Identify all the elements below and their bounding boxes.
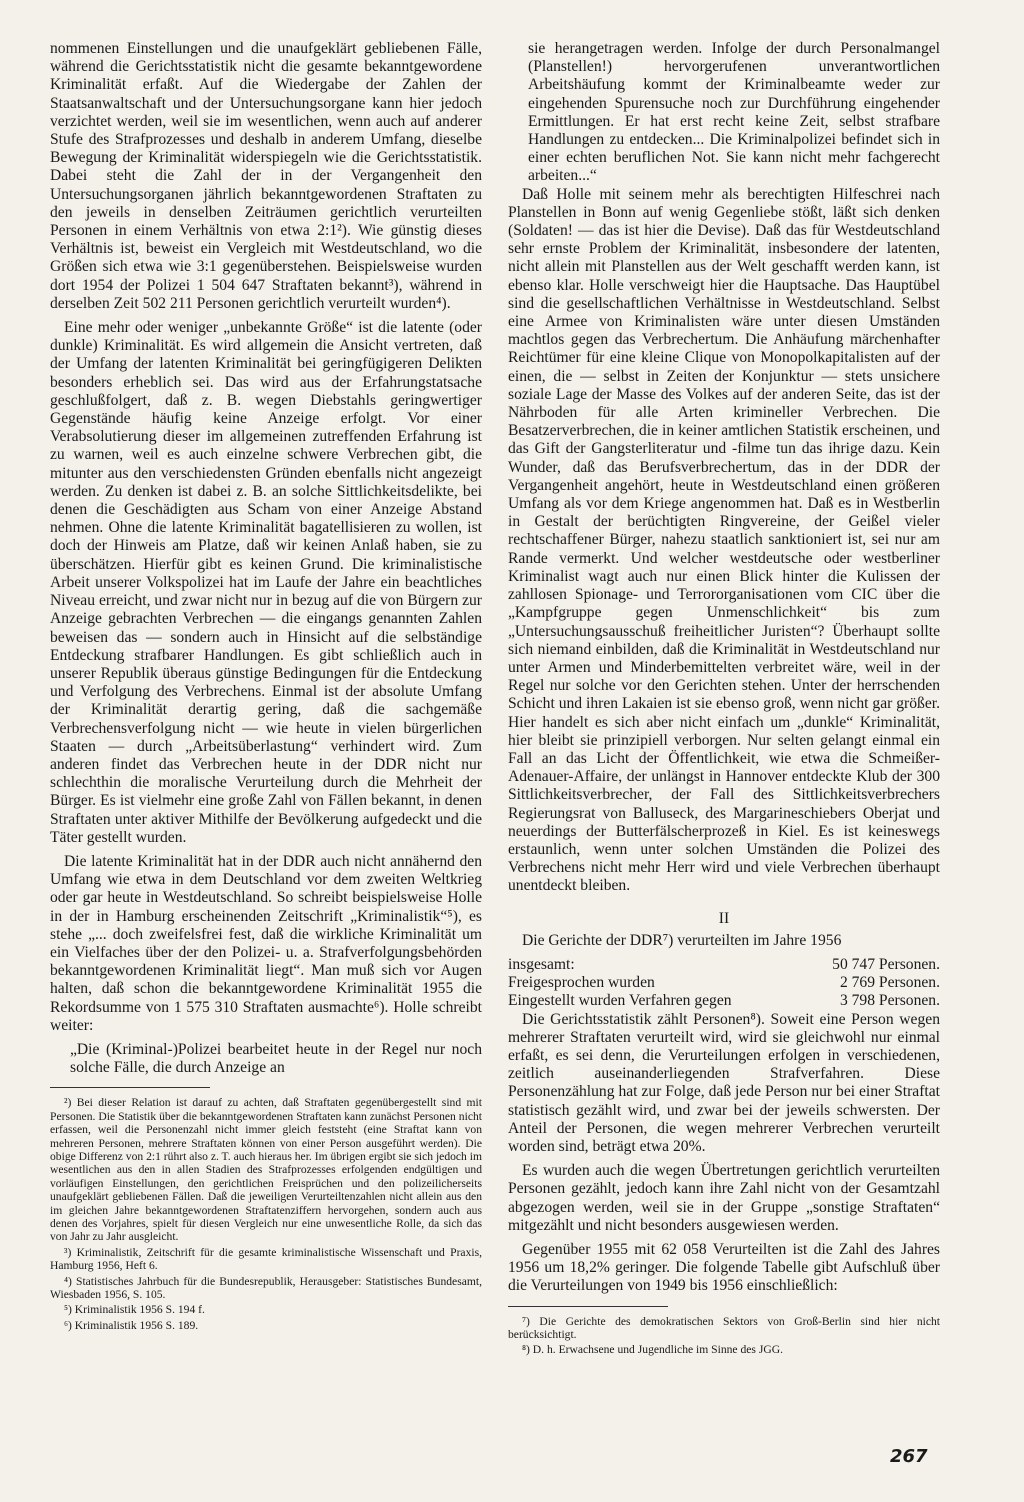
page-number: 267 bbox=[890, 1446, 928, 1467]
stats-row bbox=[508, 974, 940, 992]
stats-label: Eingestellt wurden Verfahren gegen bbox=[508, 992, 732, 1010]
paragraph: Es wurden auch die wegen Übertretungen gerichtlich verurteilten Personen gezählt, jedoch kann ihre Zahl nicht von der Gesamtzahl abgezogen werden, weil sie in der Gruppe „sonstige Straftaten“ mitgezählt und nicht besonders ausgewiesen werden. bbox=[508, 1162, 940, 1234]
footnote: ²) Bei dieser Relation ist darauf zu achten, daß Straftaten gegenübergestellt sind mit Personen. Die Statistik über die bekanntgewordenen Straftaten kann zunächst Personen nicht erfassen, weil die Personenzahl nicht immer gleich feststeht (eine Straftat kann von mehreren Personen, mehrere Straftaten können von einer Person ausgeführt werden). Die obige Differenz von 2:1 rührt also z. T. auch hieraus her. Im übrigen ergibt sie sich jedoch im wesentlichen aus den in allen Stadien des Strafprozesses erfolgenden endgültigen und vorläufigen Einstellungen, den gerichtlichen Freisprüchen und den polizeilicherseits unaufgeklärt gebliebenen Fällen. Daß die jeweiligen Verurteiltenzahlen nicht allein aus den im gleichen Jahre bekanntgewordenen Straftatenziffern hervorgehen, sondern auch aus denen des Vorjahres, spielt für diesen Vergleich nur eine unwesentliche Rolle, da sich das von Jahr zu Jahr ausgleicht. bbox=[50, 1096, 482, 1244]
footnote-divider bbox=[50, 1087, 210, 1088]
stats-label: Freigesprochen wurden bbox=[508, 974, 655, 992]
stats-value: 50 747 Personen. bbox=[832, 955, 940, 973]
paragraph: nommenen Einstellungen und die unaufgeklärt gebliebenen Fälle, während die Gerichtsstatistik nicht die gesamte bekanntgewordene Kriminalität erfaßt. Auf die Wiedergabe der Zahlen der Staatsanwaltschaft und der Untersuchungsorgane kann hier jedoch verzichtet werden, weil sie im wesentlichen, wenn auch auf anderer Stufe des Strafprozesses und deshalb in anderem Umfang, dieselbe Bewegung der Kriminalität widerspiegeln wie die Gerichtsstatistik. Dabei steht die Zahl der in der Vergangenheit den Untersuchungsorganen jährlich bekanntgewordenen Straftaten zu den jeweils in denselben Zeiträumen gerichtlich verurteilten Personen in einem Verhältnis von etwa 2:1²). Wie günstig dieses Verhältnis ist, beweist ein Vergleich mit Westdeutschland, wo die Größen sich etwa wie 3:1 gegenüberstehen. Beispielsweise wurden dort 1954 der Polizei 1 504 647 Straftaten bekannt³), während in derselben Zeit 502 211 Personen gerichtlich verurteilt wurden⁴). bbox=[50, 40, 482, 312]
stats-table bbox=[508, 956, 940, 1011]
footnote: ⁷) Die Gerichte des demokratischen Sektors von Groß-Berlin sind hier nicht berücksichtigt. bbox=[508, 1314, 940, 1342]
footnote: ⁵) Kriminalistik 1956 S. 194 f. bbox=[64, 1303, 205, 1317]
footnote: ⁸) D. h. Erwachsene und Jugendliche im Sinne des JGG. bbox=[522, 1343, 783, 1357]
paragraph: Die latente Kriminalität hat in der DDR auch nicht annähernd den Umfang wie etwa in dem Deutschland vor dem zweiten Weltkrieg oder gar heute in Westdeutschland. So schreibt beispielsweise Holle in der in Hamburg erscheinenden Zeitschrift „Kriminalistik“⁵), es stehe „... doch zweifelsfrei fest, daß die wirkliche Kriminalität um ein Vielfaches über der den Polizei- u. a. Strafverfolgungsbehörden bekanntgewordenen Kriminalität liegt“. Man muß sich vor Augen halten, daß schon die bekanntgewordene Kriminalität 1955 die Rekordsumme von 1 575 310 Straftaten ausmachte⁶). Holle schreibt weiter: bbox=[50, 852, 482, 1034]
right-column bbox=[508, 40, 940, 1359]
stats-row bbox=[508, 992, 940, 1010]
block-quote: sie herangetragen werden. Infolge der durch Personalmangel (Planstellen!) hervorgerufenen unverantwortlichen Arbeitshäufung kommt der Kriminalbeamte weder zur eingehenden Spurensuche noch zur Durchführung eingehender Ermittlungen. Er hat erst recht keine Zeit, selbst strafbare Handlungen zu entdecken... Die Kriminalpolizei befindet sich in einer echten beruflichen Not. Sie kann nicht mehr fachgerecht arbeiten...“ bbox=[528, 40, 940, 185]
paragraph: Daß Holle mit seinem mehr als berechtigten Hilfeschrei nach Planstellen in Bonn auf wenig Gegenliebe stößt, läßt sich denken (Soldaten! — das ist hier die Devise). Daß das für Westdeutschland sehr ernste Problem der Kriminalität, insbesondere der latenten, nicht allein mit Planstellen aus der Welt geschafft werden kann, ist ebenso klar. Holle verschweigt hier die Hauptsache. Das Hauptübel sind die gesellschaftlichen Verhältnisse in Westdeutschland. Selbst eine Armee von Kriminalisten wäre unter diesen Umständen machtlos gegen das Verbrechertum. Die Anhäufung märchenhafter Reichtümer für eine kleine Clique von Monopolkapitalisten auf der einen, die — selbst in Zeiten der Konjunktur — stets unsichere soziale Lage der Masse des Volkes auf der anderen Seite, das ist der Nährboden für alle Arten krimineller Verbrechen. Die Besatzerverbrechen, die in keiner amtlichen Statistik erscheinen, und das Gift der Gangsterliteratur und -filme tun das ihrige dazu. Kein Wunder, daß das Berufsverbrechertum, das in der DDR der Vergangenheit angehört, heute in Westdeutschland einen größeren Umfang als vor dem Kriege angenommen hat. Daß es in Westberlin in Gestalt der berüchtigten Ringvereine, der Geißel vieler rechtschaffener Bürger, nahezu staatlich sanktioniert ist, sei nur am Rande vermerkt. Und welcher westdeutsche oder westberliner Kriminalist wagt auch nur einen Blick hinter die Kulissen der zahllosen Spionage- und Terrororganisationen vom CIC über die „Kampfgruppe gegen Unmenschlichkeit“ bis zum „Untersuchungsausschuß freiheitlicher Juristen“? Überhaupt sollte sich niemand einbilden, daß die Kriminalität in Westdeutschland nur unter Armen und Minderbemittelten verbreitet wäre, weil in der Regel nur solche vor den Gerichten stehen. Unter der herrschenden Schicht und ihren Lakaien ist sie ebenso groß, wenn nicht gar größer. Hier handelt es sich aber nicht einfach um „dunkle“ Kriminalität, hier bleibt sie prinzipiell verborgen. Nur selten gelangt einmal ein Fall an das Licht der Öffentlichkeit, wie etwa die Schmeißer-Adenauer-Affaire, der unlängst in Hannover entdeckte Klub der 300 Sittlichkeitsverbrecher, der Fall des Sittlichkeitsverbrechers Regierungsrat von Balluseck, des Margarineschiebers Oberjat und neuerdings der Butterfälscherprozeß in Kiel. Es ist keineswegs erstaunlich, wenn unter solchen Umständen die Polizei des Verbrechens nicht mehr Herr wird und viele Verbrechen überhaupt unentdeckt bleiben. bbox=[508, 185, 940, 895]
stats-value: 3 798 Personen. bbox=[839, 992, 940, 1010]
section-heading: II bbox=[718, 909, 730, 927]
block-quote: „Die (Kriminal-)Polizei bearbeitet heute in der Regel nur noch solche Fälle, die durch Anzeige an bbox=[70, 1040, 482, 1077]
left-column bbox=[50, 40, 482, 1334]
stats-value: 2 769 Personen. bbox=[839, 974, 940, 992]
footnote: ⁴) Statistisches Jahrbuch für die Bundesrepublik, Herausgeber: Statistisches Bundesamt, Wiesbaden 1956, S. 105. bbox=[50, 1274, 482, 1302]
stats-intro: Die Gerichte der DDR⁷) verurteilten im Jahre 1956 bbox=[522, 931, 842, 949]
footnote: ⁶) Kriminalistik 1956 S. 189. bbox=[64, 1318, 199, 1332]
paragraph: Gegenüber 1955 mit 62 058 Verurteilten ist die Zahl des Jahres 1956 um 18,2% geringer. Die folgende Tabelle gibt Aufschluß über die Verurteilungen von 1949 bis 1956 einschließlich: bbox=[508, 1241, 940, 1295]
footnote-divider bbox=[508, 1306, 668, 1307]
stats-row bbox=[508, 956, 940, 974]
footnote: ³) Kriminalistik, Zeitschrift für die gesamte kriminalistische Wissenschaft und Praxis, Hamburg 1956, Heft 6. bbox=[50, 1245, 482, 1273]
stats-label: insgesamt: bbox=[508, 955, 575, 973]
paragraph: Die Gerichtsstatistik zählt Personen⁸). Soweit eine Person wegen mehrerer Straftaten verurteilt wird, wird sie gleichwohl nur einmal erfaßt, es sei denn, die Verurteilungen erfolgen in verschiedenen, zeitlich auseinanderliegenden Strafverfahren. Diese Personenzählung hat zur Folge, daß jede Person nur bei einer Straftat statistisch gezählt wird, und zwar bei der jeweils schwersten. Der Anteil der Personen, die wegen mehrerer Verbrechen verurteilt worden sind, beträgt etwa 20%. bbox=[508, 1010, 940, 1155]
paragraph: Eine mehr oder weniger „unbekannte Größe“ ist die latente (oder dunkle) Kriminalität. Es wird allgemein die Ansicht vertreten, daß der Umfang der latenten Kriminalität bei geringfügigeren Delikten besonders erheblich sei. Das wird aus der Erfahrungstatsache geschlußfolgert, daß z. B. wegen Diebstahls geringwertiger Gegenstände häufig keine Anzeige erfolgt. Vor einer Verabsolutierung dieser im allgemeinen zutreffenden Erfahrung ist zu warnen, weil es auch einzelne schwere Verbrechen gibt, die mitunter aus den verschiedensten Gründen ebenfalls nicht angezeigt werden. Zu denken ist dabei z. B. an solche Sittlichkeitsdelikte, bei denen die Geschädigten aus Scham von einer Anzeige Abstand nehmen. Ohne die latente Kriminalität bagatellisieren zu wollen, ist doch der Hinweis am Platze, daß wir keinen Anlaß haben, sie zu überschätzen. Hierfür gibt es keinen Grund. Die kriminalistische Arbeit unserer Volkspolizei hat im Laufe der Jahre ein beachtliches Niveau erreicht, und zwar nicht nur in bezug auf die von Bürgern zur Anzeige gebrachten Verbrechen — die eingangs genannten Zahlen beweisen das — sondern auch in Hinsicht auf die selbständige Entdeckung strafbarer Handlungen. Es gibt schließlich auch in unserer Republik überaus günstige Bedingungen für die Entdeckung und Verfolgung des Verbrechens. Einmal ist der absolute Umfang der Kriminalität derartig gering, daß die sachgemäße Verbrechensverfolgung nicht — wie heute in vielen bürgerlichen Staaten — durch „Arbeitsüberlastung“ verhindert wird. Zum anderen findet das Verbrechen heute in der DDR nicht nur schlechthin die moralische Verurteilung durch die Mehrheit der Bürger. Es ist vielmehr eine große Zahl von Fällen bekannt, in denen Straftaten unter aktiver Mithilfe der Bevölkerung aufgedeckt und die Täter gestellt wurden. bbox=[50, 319, 482, 846]
